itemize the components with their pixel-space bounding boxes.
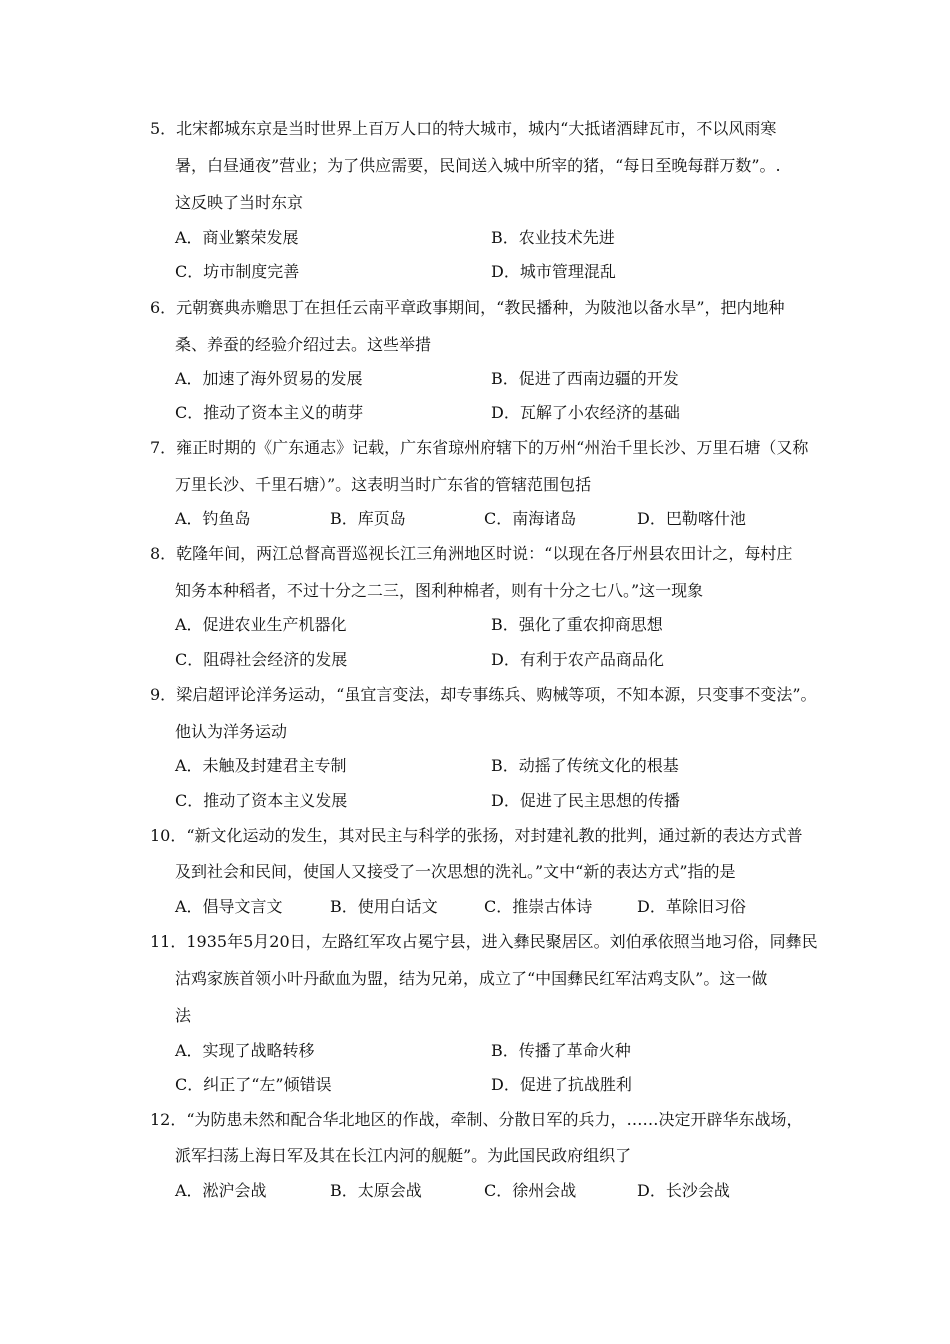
question-5-option-c: C．坊市制度完善 bbox=[175, 262, 300, 281]
question-11-option-b: B．传播了革命火种 bbox=[491, 1041, 631, 1060]
question-11-option-a: A．实现了战略转移 bbox=[175, 1041, 315, 1060]
question-5-stem-line-3: 这反映了当时东京 bbox=[175, 193, 304, 212]
question-11-stem-line-2: 沽鸡家族首领小叶丹歃血为盟，结为兄弟，成立了“中国彝民红军沽鸡支队”。这一做 bbox=[175, 969, 768, 988]
question-8-option-a: A．促进农业生产机器化 bbox=[175, 615, 347, 634]
question-8-option-b: B．强化了重农抑商思想 bbox=[491, 615, 663, 634]
question-8-option-d: D．有利于农产品商品化 bbox=[491, 650, 664, 669]
question-7-option-d: D．巴勒喀什池 bbox=[637, 509, 746, 528]
question-12-stem-line-2: 派军扫荡上海日军及其在长江内河的舰艇”。为此国民政府组织了 bbox=[175, 1146, 632, 1165]
question-10-stem-line-2: 及到社会和民间，使国人又接受了一次思想的洗礼。”文中“新的表达方式”指的是 bbox=[175, 862, 736, 881]
question-5-option-b: B．农业技术先进 bbox=[491, 228, 615, 247]
question-8-option-c: C．阻碍社会经济的发展 bbox=[175, 650, 348, 669]
question-7-option-c: C．南海诸岛 bbox=[484, 509, 577, 528]
question-10-option-a: A．倡导文言文 bbox=[175, 897, 283, 916]
question-11-stem-line-3: 法 bbox=[175, 1006, 192, 1025]
question-5-option-d: D．城市管理混乱 bbox=[491, 262, 616, 281]
question-6-option-d: D．瓦解了小农经济的基础 bbox=[491, 403, 680, 422]
question-5-stem-line-1: 5．北宋都城东京是当时世界上百万人口的特大城市，城内“大抵诸酒肆瓦市，不以风雨寒 bbox=[150, 119, 777, 138]
question-12-stem-line-1: 12．“为防患未然和配合华北地区的作战，牵制、分散日军的兵力，……决定开辟华东战场， bbox=[150, 1110, 803, 1129]
question-6-option-a: A．加速了海外贸易的发展 bbox=[175, 369, 363, 388]
question-10-option-d: D．革除旧习俗 bbox=[637, 897, 746, 916]
question-8-stem-line-1: 8．乾隆年间，两江总督高晋巡视长江三角洲地区时说：“以现在各厅州县农田计之，每村庄 bbox=[150, 544, 793, 563]
question-12-option-b: B．太原会战 bbox=[330, 1181, 422, 1200]
question-11-stem-line-1: 11．1935年5月20日，左路红军攻占冕宁县，进入彝民聚居区。刘伯承依照当地习俗，同彝民 bbox=[150, 932, 818, 951]
question-12-option-a: A．淞沪会战 bbox=[175, 1181, 267, 1200]
question-6-option-c: C．推动了资本主义的萌芽 bbox=[175, 403, 364, 422]
question-10-option-c: C．推崇古体诗 bbox=[484, 897, 593, 916]
question-9-option-a: A．未触及封建君主专制 bbox=[175, 756, 347, 775]
question-7-stem-line-2: 万里长沙、千里石塘）”。这表明当时广东省的管辖范围包括 bbox=[175, 475, 592, 494]
question-12-option-d: D．长沙会战 bbox=[637, 1181, 730, 1200]
question-7-option-a: A．钓鱼岛 bbox=[175, 509, 251, 528]
question-6-stem-line-1: 6．元朝赛典赤赡思丁在担任云南平章政事期间，“教民播种，为陂池以备水旱”，把内地种 bbox=[150, 298, 785, 317]
question-8-stem-line-2: 知务本种稻者，不过十分之二三，图利种棉者，则有十分之七八。”这一现象 bbox=[175, 581, 704, 600]
question-11-option-c: C．纠正了“左”倾错误 bbox=[175, 1075, 332, 1094]
question-9-stem-line-1: 9．梁启超评论洋务运动，“虽宜言变法，却专事练兵、购械等项，不知本源，只变事不变法”。 bbox=[150, 685, 817, 704]
question-10-option-b: B．使用白话文 bbox=[330, 897, 438, 916]
question-5-stem-line-2: 暑，白昼通夜”营业；为了供应需要，民间送入城中所宰的猪，“每日至晚每群万数”。. bbox=[175, 156, 781, 175]
question-9-option-c: C．推动了资本主义发展 bbox=[175, 791, 348, 810]
question-10-stem-line-1: 10．“新文化运动的发生，其对民主与科学的张扬，对封建礼教的批判，通过新的表达方式普 bbox=[150, 826, 803, 845]
question-12-option-c: C．徐州会战 bbox=[484, 1181, 577, 1200]
question-9-option-d: D．促进了民主思想的传播 bbox=[491, 791, 680, 810]
question-6-stem-line-2: 桑、养蚕的经验介绍过去。这些举措 bbox=[175, 335, 432, 354]
question-9-option-b: B．动摇了传统文化的根基 bbox=[491, 756, 679, 775]
question-7-stem-line-1: 7．雍正时期的《广东通志》记载，广东省琼州府辖下的万州“州治千里长沙、万里石塘（又称 bbox=[150, 438, 809, 457]
question-6-option-b: B．促进了西南边疆的开发 bbox=[491, 369, 679, 388]
question-9-stem-line-2: 他认为洋务运动 bbox=[175, 722, 288, 741]
question-7-option-b: B．库页岛 bbox=[330, 509, 406, 528]
question-5-option-a: A．商业繁荣发展 bbox=[175, 228, 299, 247]
question-11-option-d: D．促进了抗战胜利 bbox=[491, 1075, 632, 1094]
